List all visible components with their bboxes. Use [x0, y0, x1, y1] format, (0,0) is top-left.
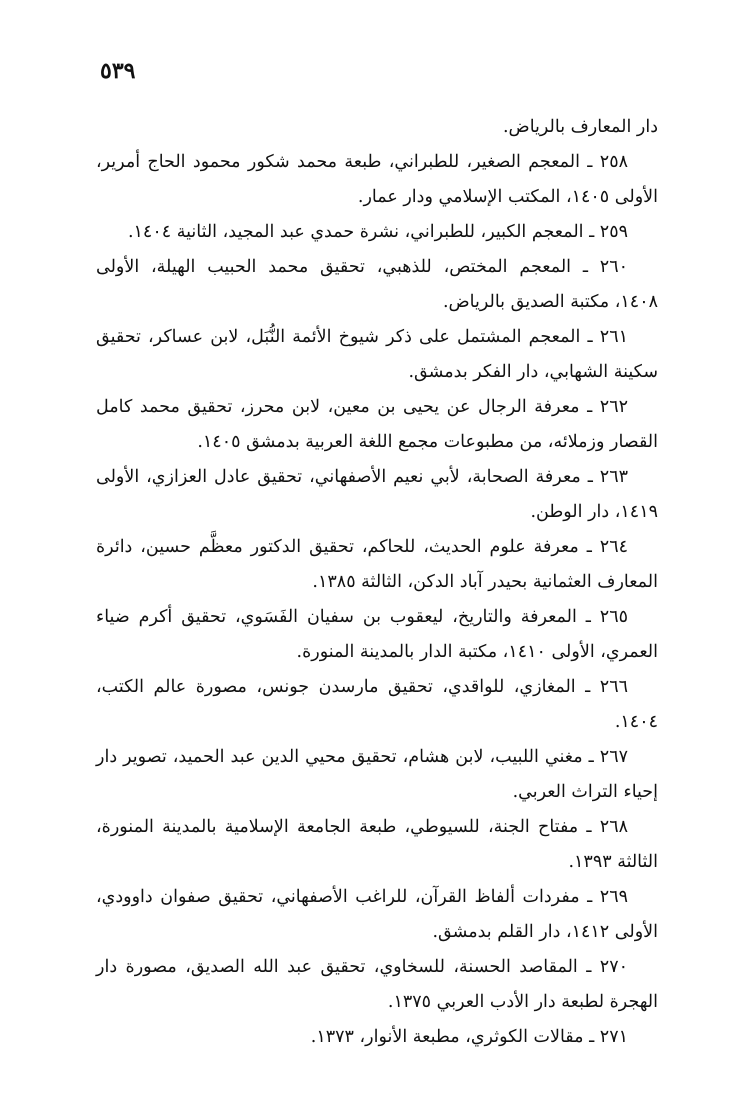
bibliography-entry [96, 390, 658, 460]
bibliography-entry [96, 460, 658, 530]
entry-first-line: ٢٦١ ـ المعجم المشتمل على ذكر شيوخ الأئمة النُّبَل، لابن عساكر، تحقيق [96, 327, 628, 347]
bibliography-entry [96, 950, 658, 1020]
bibliography-entry [96, 740, 658, 810]
entry-continuation: الأولى ١٤٠٥، المكتب الإسلامي ودار عمار. [357, 187, 658, 207]
entry-first-line: ٢٦٢ ـ معرفة الرجال عن يحيى بن معين، لابن محرز، تحقيق محمد كامل [96, 397, 628, 417]
bibliography-entry [96, 250, 658, 320]
entry-continuation: القصار وزملائه، من مطبوعات مجمع اللغة العربية بدمشق ١٤٠٥. [197, 432, 658, 452]
entry-first-line: ٢٦٨ ـ مفتاح الجنة، للسيوطي، طبعة الجامعة الإسلامية بالمدينة المنورة، [96, 817, 628, 837]
entry-first-line: ٢٦٣ ـ معرفة الصحابة، لأبي نعيم الأصفهاني، تحقيق عادل العزازي، الأولى [96, 467, 628, 487]
bibliography-entry [96, 600, 658, 670]
entry-continuation: إحياء التراث العربي. [512, 782, 658, 802]
entry-continuation: الأولى ١٤١٢، دار القلم بدمشق. [432, 922, 658, 942]
entry-first-line: ٢٦٩ ـ مفردات ألفاظ القرآن، للراغب الأصفهاني، تحقيق صفوان داوودي، [96, 887, 628, 907]
bibliography-entry [96, 145, 658, 215]
bibliography-list [96, 110, 658, 1055]
entry-first-line: ٢٧١ ـ مقالات الكوثري، مطبعة الأنوار، ١٣٧٣. [310, 1027, 628, 1047]
bibliography-entry [96, 670, 658, 740]
continuation-line: دار المعارف بالرياض. [502, 117, 658, 137]
entry-first-line: ٢٦٦ ـ المغازي، للواقدي، تحقيق مارسدن جونس، مصورة عالم الكتب، [96, 677, 628, 697]
entry-first-line: ٢٥٨ ـ المعجم الصغير، للطبراني، طبعة محمد شكور محمود الحاج أمرير، [96, 152, 628, 172]
bibliography-entry [96, 880, 658, 950]
entry-continuation: الثالثة ١٣٩٣. [568, 852, 658, 872]
bibliography-entry [96, 530, 658, 600]
bibliography-entry [96, 215, 658, 250]
entry-continuation: الهجرة لطبعة دار الأدب العربي ١٣٧٥. [387, 992, 658, 1012]
entry-first-line: ٢٦٤ ـ معرفة علوم الحديث، للحاكم، تحقيق الدكتور معظَّم حسين، دائرة [96, 537, 628, 557]
page-number: ٥٣٩ [100, 58, 136, 84]
entry-continuation: العمري، الأولى ١٤١٠، مكتبة الدار بالمدينة المنورة. [296, 642, 658, 662]
bibliography-entry [96, 320, 658, 390]
entry-first-line: ٢٦٠ ـ المعجم المختص، للذهبي، تحقيق محمد الحبيب الهيلة، الأولى [96, 257, 628, 277]
bibliography-entry [96, 810, 658, 880]
bibliography-entry [96, 1020, 658, 1055]
entry-continuation: المعارف العثمانية بحيدر آباد الدكن، الثالثة ١٣٨٥. [312, 572, 658, 592]
entry-first-line: ٢٦٥ ـ المعرفة والتاريخ، ليعقوب بن سفيان الفَسَوي، تحقيق أكرم ضياء [96, 607, 628, 627]
entry-first-line: ٢٧٠ ـ المقاصد الحسنة، للسخاوي، تحقيق عبد الله الصديق، مصورة دار [96, 957, 628, 977]
entry-continuation: سكينة الشهابي، دار الفكر بدمشق. [408, 362, 658, 382]
entry-first-line: ٢٦٧ ـ مغني اللبيب، لابن هشام، تحقيق محيي الدين عبد الحميد، تصوير دار [96, 747, 628, 767]
entry-continuation: ١٤١٩، دار الوطن. [530, 502, 658, 522]
entry-continuation: ١٤٠٨، مكتبة الصديق بالرياض. [442, 292, 658, 312]
entry-first-line: ٢٥٩ ـ المعجم الكبير، للطبراني، نشرة حمدي عبد المجيد، الثانية ١٤٠٤. [127, 222, 628, 242]
entry-continuation: ١٤٠٤. [614, 712, 658, 732]
